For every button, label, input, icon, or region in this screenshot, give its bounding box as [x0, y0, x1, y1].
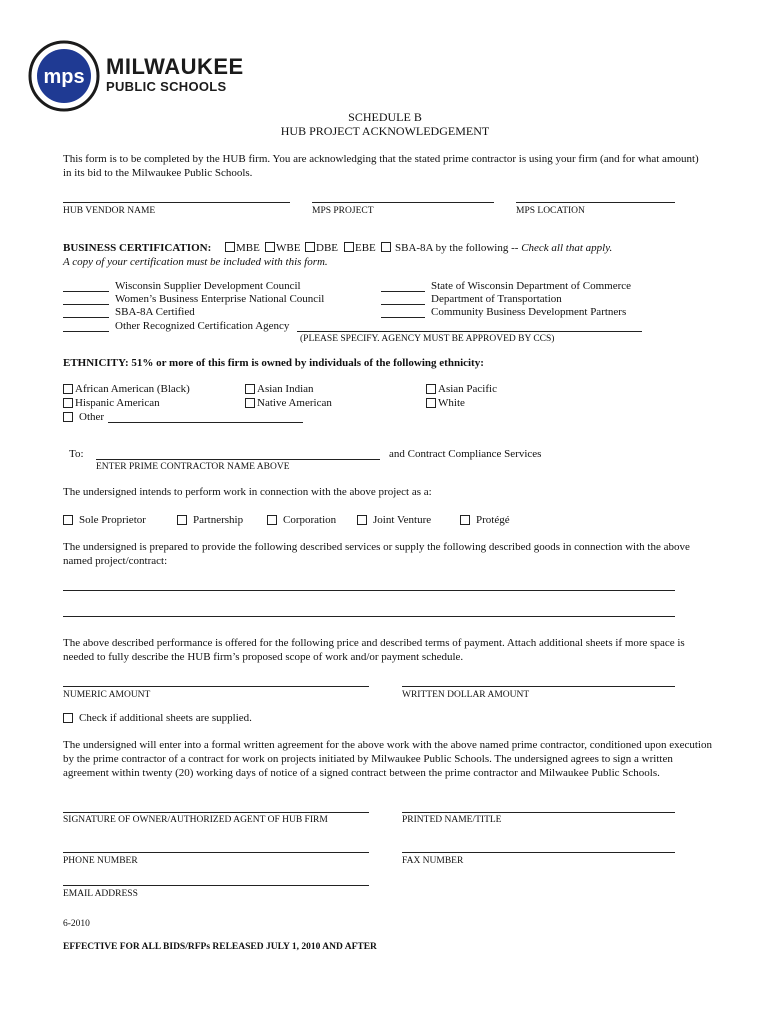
mps-location-label: MPS LOCATION	[516, 206, 585, 216]
printed-name-field[interactable]	[402, 812, 675, 813]
phone-field[interactable]	[63, 852, 369, 853]
mbe-checkbox[interactable]	[225, 242, 235, 252]
business-type-checkbox[interactable]	[357, 515, 367, 525]
fax-field[interactable]	[402, 852, 675, 853]
hub-vendor-name-label: HUB VENDOR NAME	[63, 206, 156, 216]
agency-label: Other Recognized Certification Agency	[115, 320, 290, 332]
check-all-note: Check all that apply.	[521, 242, 613, 254]
business-type-label: Protégé	[476, 514, 510, 526]
agency-label: Women’s Business Enterprise National Council	[115, 293, 325, 305]
ethnicity-heading: ETHNICITY: 51% or more of this firm is owned by individuals of the following ethnicity:	[63, 357, 484, 369]
email-label: EMAIL ADDRESS	[63, 889, 138, 899]
services-field[interactable]	[63, 590, 675, 591]
services-field[interactable]	[63, 616, 675, 617]
business-type-label: Partnership	[193, 514, 244, 526]
wbe-checkbox[interactable]	[265, 242, 275, 252]
business-type-checkbox[interactable]	[63, 515, 73, 525]
ethnicity-checkbox[interactable]	[63, 398, 73, 408]
ebe-checkbox[interactable]	[344, 242, 354, 252]
business-type-label: Joint Venture	[373, 514, 432, 526]
agency-label: Department of Transportation	[431, 293, 562, 305]
sba-8a-label	[395, 241, 612, 255]
agency-blank[interactable]	[381, 291, 425, 292]
other-agency-field[interactable]	[297, 331, 642, 332]
ethnicity-label: African American (Black)	[75, 383, 190, 395]
mps-logo-icon	[28, 40, 100, 112]
additional-sheets-checkbox[interactable]	[63, 713, 73, 723]
agency-blank[interactable]	[63, 331, 109, 332]
services-text: The undersigned is prepared to provide the following described services or supply the following described goods in connection with the above named project/contract:	[63, 541, 690, 567]
revision-date: 6-2010	[63, 919, 90, 929]
page-title: HUB PROJECT ACKNOWLEDGEMENT	[280, 124, 490, 138]
numeric-amount-field[interactable]	[63, 686, 369, 687]
wbe-label: WBE	[276, 242, 301, 254]
to-label: To:	[69, 448, 84, 460]
schedule-label: SCHEDULE B	[348, 110, 422, 124]
additional-sheets-label: Check if additional sheets are supplied.	[79, 712, 252, 724]
prime-contractor-label: ENTER PRIME CONTRACTOR NAME ABOVE	[96, 462, 290, 472]
agency-blank[interactable]	[63, 317, 109, 318]
written-amount-field[interactable]	[402, 686, 675, 687]
email-field[interactable]	[63, 885, 369, 886]
certification-label: BUSINESS CERTIFICATION:	[63, 242, 212, 254]
specify-note: (PLEASE SPECIFY. AGENCY MUST BE APPROVED BY CCS)	[300, 334, 555, 344]
work-intent-text: The undersigned intends to perform work in connection with the above project as a:	[63, 486, 432, 498]
mps-logo	[28, 40, 244, 112]
mps-project-field[interactable]	[312, 202, 494, 203]
dbe-checkbox[interactable]	[305, 242, 315, 252]
business-type-checkbox[interactable]	[177, 515, 187, 525]
agency-blank[interactable]	[63, 291, 109, 292]
logo-line1: MILWAUKEE	[106, 54, 244, 79]
sba-8a-checkbox[interactable]	[381, 242, 391, 252]
certification-copy-note: A copy of your certification must be included with this form.	[63, 256, 328, 268]
written-amount-label: WRITTEN DOLLAR AMOUNT	[402, 690, 530, 700]
logo-mark-text: mps	[43, 66, 85, 88]
business-type-label: Sole Proprietor	[79, 514, 146, 526]
numeric-amount-label: NUMERIC AMOUNT	[63, 690, 151, 700]
logo-line2: PUBLIC SCHOOLS	[106, 79, 227, 94]
ethnicity-checkbox[interactable]	[245, 384, 255, 394]
agreement-text: The undersigned will enter into a formal written agreement for the above work with the above named prime contractor, conditioned upon execution by the prime contractor of a contract for work on projects initiated by Milwaukee Public Schools. The undersigned agrees to sign a written agreement within twenty (20) working days of notice of a signed contract between the prime contractor and Milwaukee Public Schools.	[63, 739, 712, 779]
dbe-label: DBE	[316, 242, 338, 254]
signature-field[interactable]	[63, 812, 369, 813]
effective-note: EFFECTIVE FOR ALL BIDS/RFPs RELEASED JULY 1, 2010 AND AFTER	[63, 942, 377, 952]
contract-compliance-text: and Contract Compliance Services	[389, 448, 542, 460]
signature-label: SIGNATURE OF OWNER/AUTHORIZED AGENT OF HUB FIRM	[63, 815, 328, 825]
mbe-label: MBE	[236, 242, 260, 254]
agency-label: State of Wisconsin Department of Commerce	[431, 280, 632, 292]
agency-blank[interactable]	[381, 304, 425, 305]
other-ethnicity-field[interactable]	[108, 422, 303, 423]
agency-blank[interactable]	[63, 304, 109, 305]
ethnicity-checkbox[interactable]	[245, 398, 255, 408]
agency-label: Wisconsin Supplier Development Council	[115, 280, 301, 292]
ethnicity-checkbox[interactable]	[426, 384, 436, 394]
ethnicity-label: Asian Pacific	[438, 383, 497, 395]
agency-blank[interactable]	[381, 317, 425, 318]
printed-name-label: PRINTED NAME/TITLE	[402, 815, 502, 825]
phone-label: PHONE NUMBER	[63, 856, 138, 866]
ethnicity-checkbox[interactable]	[63, 384, 73, 394]
other-ethnicity-label: Other	[79, 411, 105, 423]
ethnicity-checkbox[interactable]	[426, 398, 436, 408]
ethnicity-label: Asian Indian	[257, 383, 314, 395]
ebe-label: EBE	[355, 242, 376, 254]
agency-label: SBA-8A Certified	[115, 306, 195, 318]
payment-text: The above described performance is offered for the following price and described terms of payment. Attach additional sheets if more space is needed to fully describe the HUB firm’s proposed scope of work and/or payment schedule.	[63, 637, 685, 663]
ethnicity-label: White	[438, 397, 465, 409]
agency-label: Community Business Development Partners	[431, 306, 627, 318]
other-ethnicity-checkbox[interactable]	[63, 412, 73, 422]
business-type-checkbox[interactable]	[267, 515, 277, 525]
ethnicity-label: Hispanic American	[75, 397, 160, 409]
ethnicity-label: Native American	[257, 397, 332, 409]
mps-location-field[interactable]	[516, 202, 675, 203]
fax-label: FAX NUMBER	[402, 856, 464, 866]
business-type-label: Corporation	[283, 514, 337, 526]
mps-project-label: MPS PROJECT	[312, 206, 374, 216]
sba-8a-text: SBA-8A by the following --	[395, 242, 522, 254]
business-type-checkbox[interactable]	[460, 515, 470, 525]
prime-contractor-field[interactable]	[96, 459, 380, 460]
hub-vendor-name-field[interactable]	[63, 202, 290, 203]
intro-text: This form is to be completed by the HUB firm. You are acknowledging that the stated prime contractor is using your firm (and for what amount) in its bid to the Milwaukee Public Schools.	[63, 153, 699, 179]
